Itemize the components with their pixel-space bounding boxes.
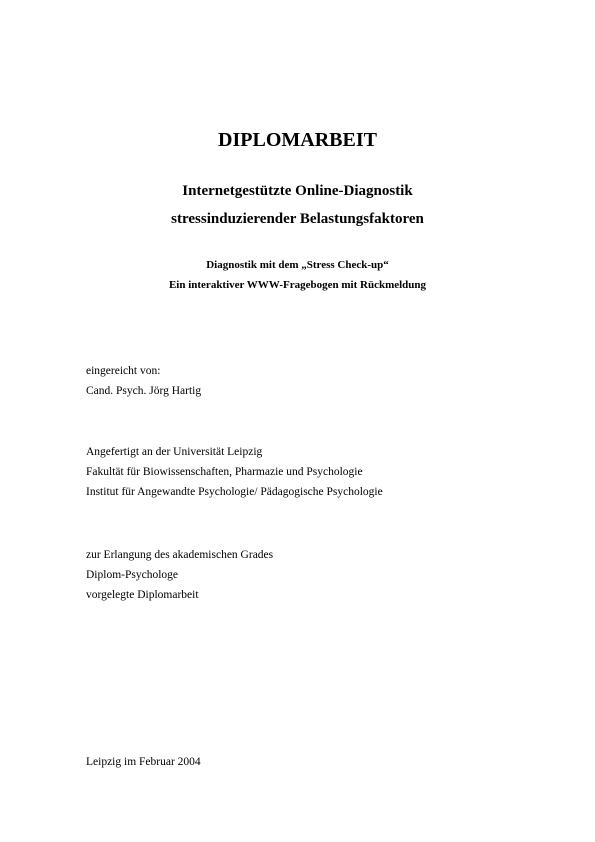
subtitle-line-2: stressinduzierender Belastungsfaktoren [171,211,424,227]
institution-block [86,442,383,502]
institution-line-1: Angefertigt an der Universität Leipzig [86,446,263,458]
subtitle-line-1: Internetgestützte Online-Diagnostik [182,183,413,199]
degree-line-1: zur Erlangung des akademischen Grades [86,549,274,561]
institution-line-2: Fakultät für Biowissenschaften, Pharmazie und Psychologie [86,466,363,478]
place-date: Leipzig im Februar 2004 [86,756,201,768]
author-name: Cand. Psych. Jörg Hartig [86,385,202,397]
submitted-by-label: eingereicht von: [86,365,161,377]
secondary-subtitle-line-2: Ein interaktiver WWW-Fragebogen mit Rückmeldung [168,279,427,291]
degree-line-3: vorgelegte Diplomarbeit [86,589,199,601]
degree-block [86,545,273,605]
degree-line-2: Diplom-Psychologe [86,569,178,581]
secondary-subtitle-line-1: Diagnostik mit dem „Stress Check-up“ [206,259,389,271]
institution-line-3: Institut für Angewandte Psychologie/ Pädagogische Psychologie [86,486,383,498]
document-title: DIPLOMARBEIT [218,129,377,151]
submitted-by-block [86,361,201,401]
